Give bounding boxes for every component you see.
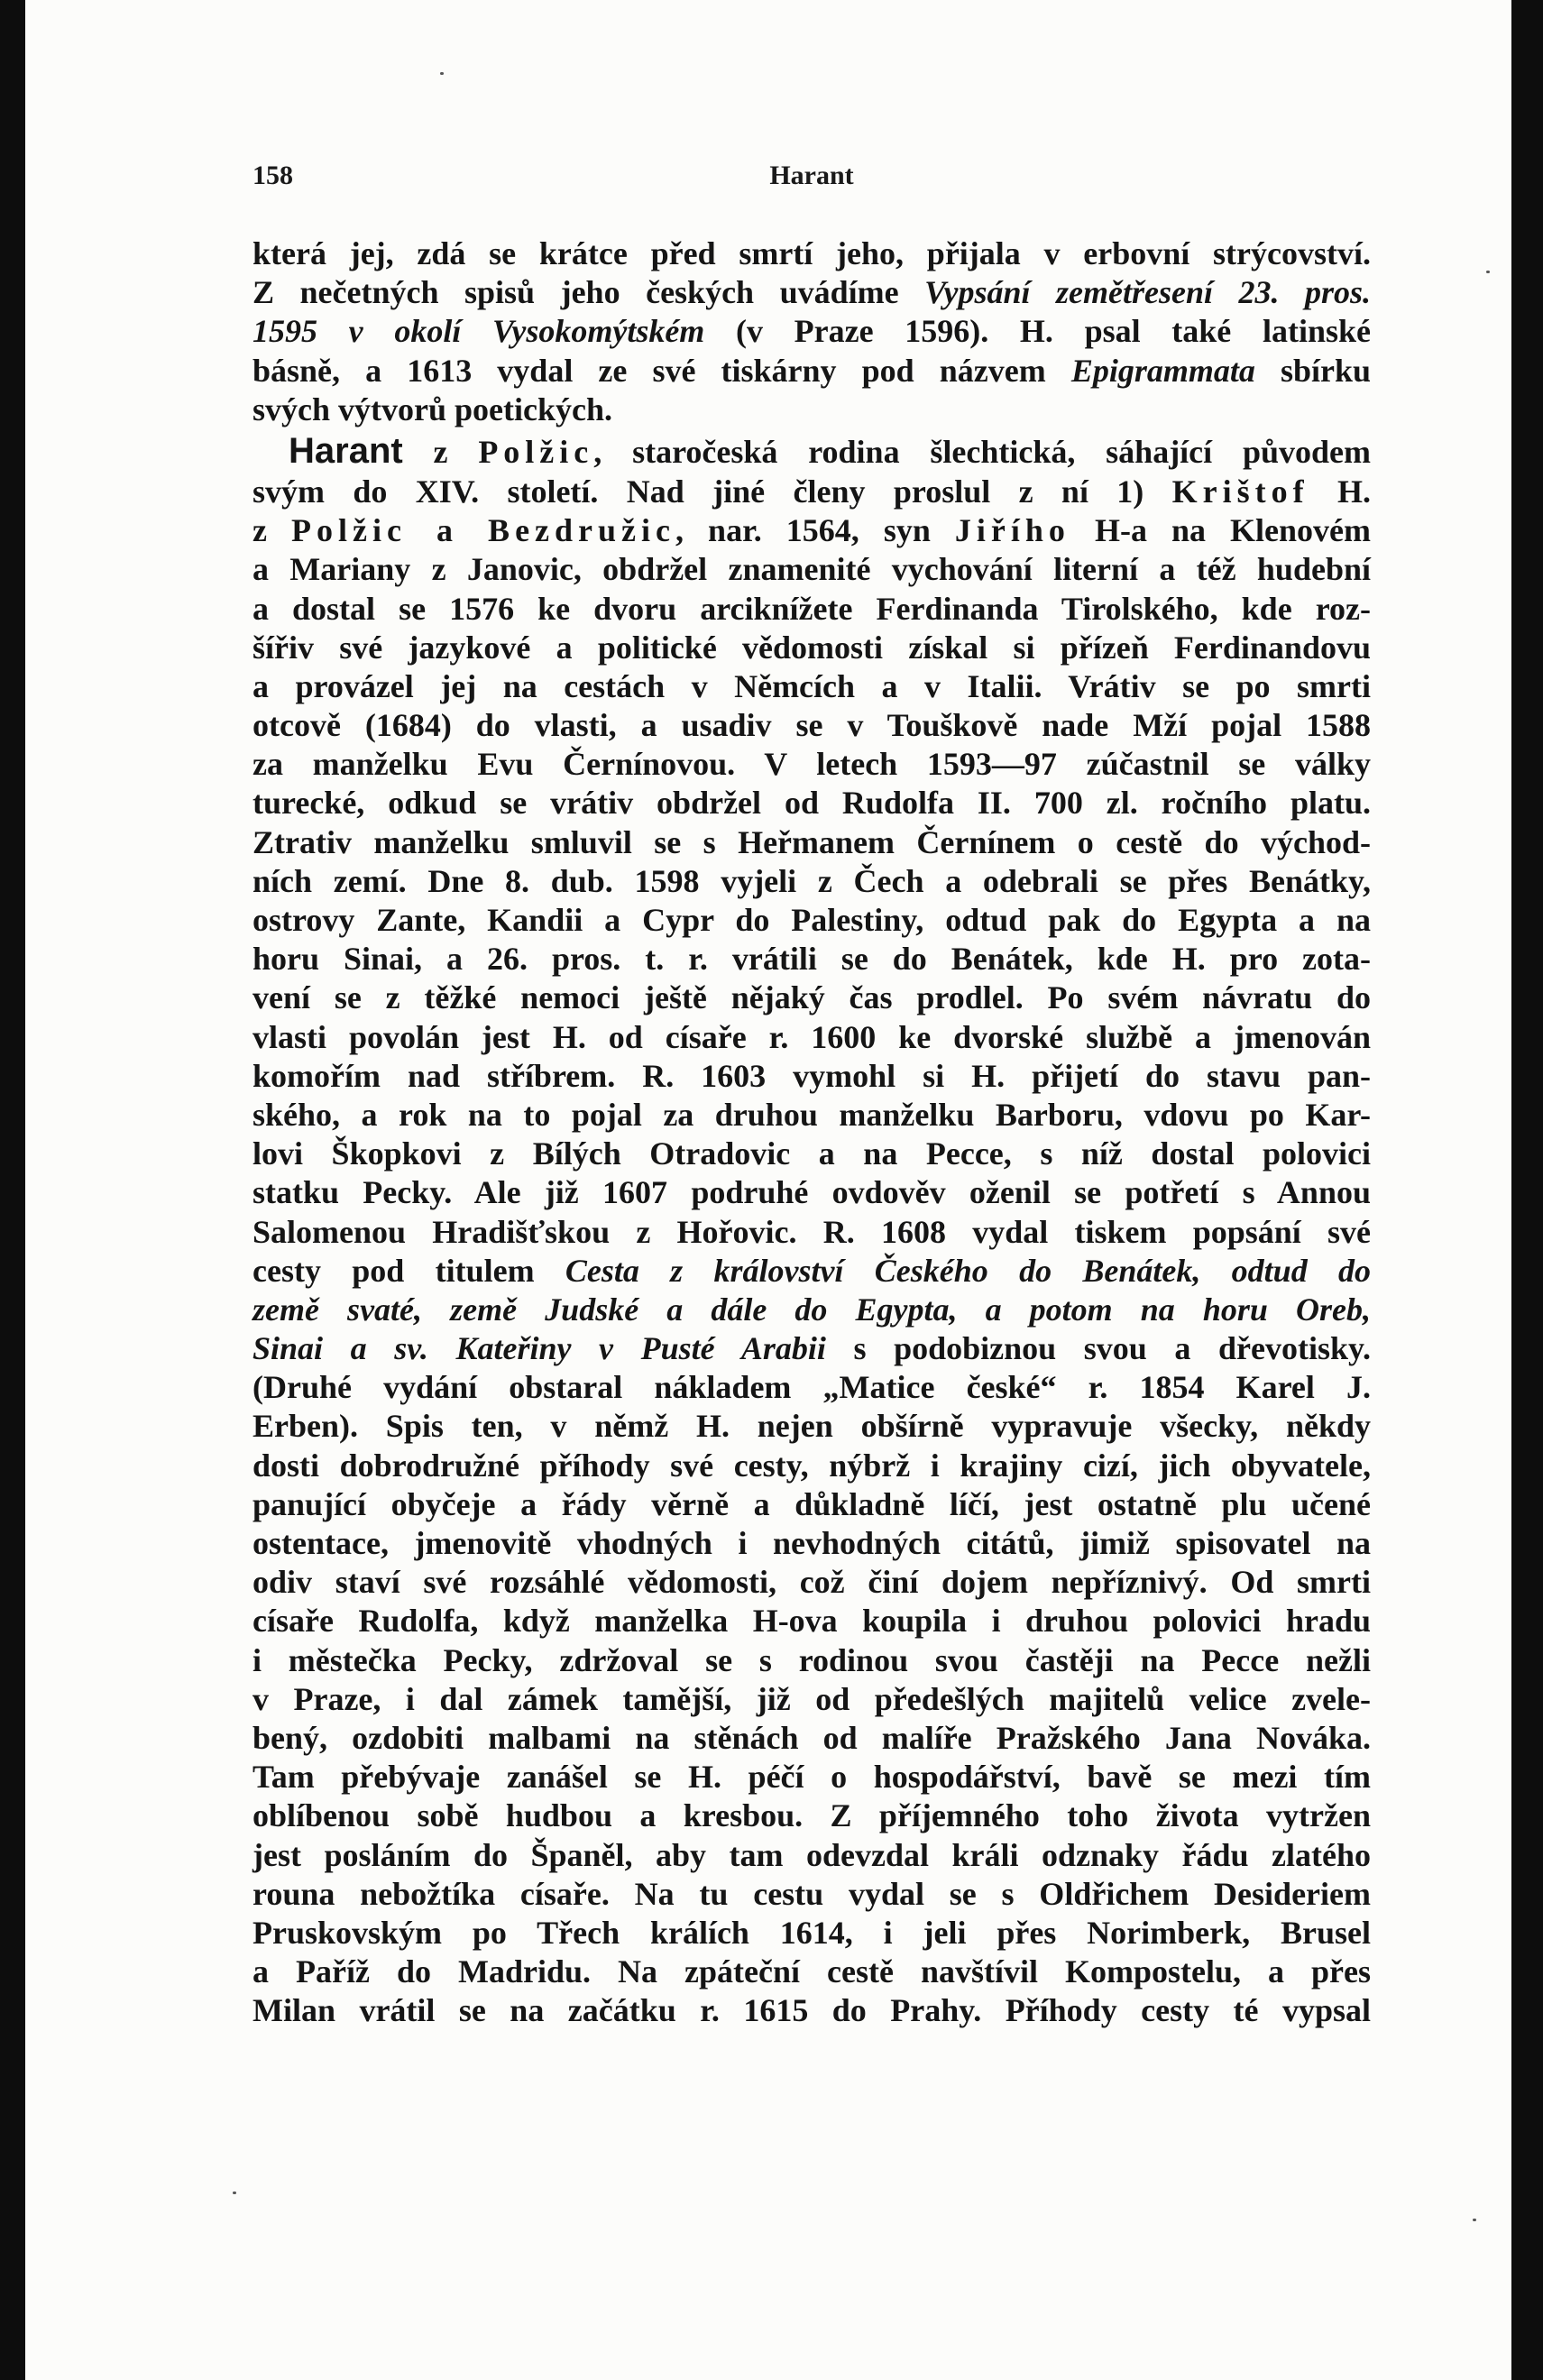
text-segment: i městečka Pecky, zdržoval se s rodinou svou častěji na Pecce nežli — [253, 1641, 1371, 1678]
text-segment: dosti dobrodružné příhody své cesty, nýbrž i krajiny cizí, jich obyvatele, — [253, 1447, 1371, 1484]
text-line — [253, 1329, 1371, 1368]
text-segment: a Paříž do Madridu. Na zpáteční cestě navštívil Kompostelu, a přes — [253, 1953, 1371, 1990]
text-segment: panující obyčeje a řády věrně a důkladně líčí, jest ostatně plu učené — [253, 1485, 1371, 1522]
text-segment: císaře Rudolfa, když manželka H-ova koupila i druhou polovici hradu — [253, 1603, 1371, 1640]
text-segment: svým do XIV. století. Nad jiné členy proslul z ní 1) — [253, 473, 1172, 510]
scan-border-left — [0, 0, 25, 2380]
text-segment: Ztrativ manželku smluvil se s Heřmanem Černínem o cestě do východ- — [253, 823, 1371, 860]
text-line — [253, 1213, 1371, 1252]
text-line — [253, 1018, 1371, 1057]
running-title: Harant — [769, 161, 854, 190]
print-speck — [1486, 271, 1490, 273]
text-line — [253, 1291, 1371, 1329]
text-segment: , staročeská rodina šlechtická, sáhající původem — [593, 433, 1372, 470]
text-segment: a Mariany z Janovic, obdržel znamenité vychování literní a též hudební — [253, 551, 1371, 588]
text-segment: bený, ozdobiti malbami na stěnách od malíře Pražského Jana Nováka. — [253, 1719, 1371, 1756]
text-line — [253, 1991, 1371, 2030]
text-line — [253, 940, 1371, 979]
text-segment: z — [402, 433, 479, 470]
text-segment: ostrovy Zante, Kandii a Cypr do Palestiny, odtud pak do Egypta a na — [253, 902, 1371, 938]
text-segment: komořím nad stříbrem. R. 1603 vymohl si H. přijetí do stavu pan- — [253, 1057, 1371, 1094]
page-header — [253, 161, 1371, 197]
text-line — [253, 745, 1371, 784]
text-line — [253, 1173, 1371, 1212]
text-line — [253, 667, 1371, 706]
text-line — [253, 1914, 1371, 1953]
text-line — [253, 1485, 1371, 1524]
text-line — [253, 784, 1371, 822]
text-line — [253, 429, 1371, 473]
text-segment: (Druhé vydání obstaral nákladem „Matice české“ r. 1854 Karel J. — [253, 1369, 1371, 1406]
text-segment: horu Sinai, a 26. pros. t. r. vrátili se do Benátek, kde H. pro zota- — [253, 941, 1371, 978]
text-line — [253, 1368, 1371, 1407]
text-segment: Erben). Spis ten, v němž H. nejen obšírně vypravuje všecky, někdy — [253, 1408, 1371, 1445]
text-segment: která jej, zdá se krátce před smrtí jeho, přijala v erbovní strýcovství. — [253, 235, 1371, 271]
text-line — [253, 511, 1371, 550]
text-segment: Milan vrátil se na začátku r. 1615 do Prahy. Příhody cesty té vypsal — [253, 1992, 1371, 2029]
text-segment: ostentace, jmenovitě vhodných i nevhodných citátů, jimiž spisovatel na — [253, 1525, 1371, 1561]
italic-title: Sinai a sv. Kateřiny v Pusté Arabii — [253, 1330, 826, 1367]
text-line — [253, 391, 1371, 429]
text-line — [253, 1447, 1371, 1485]
text-line — [253, 1680, 1371, 1719]
text-segment: svých výtvorů poetických. — [253, 391, 612, 427]
italic-title: 1595 v okolí Vysokomýtském — [253, 313, 705, 350]
text-line — [253, 473, 1371, 511]
text-segment: oblíbenou sobě hudbou a kresbou. Z příjemného toho života vytržen — [253, 1797, 1371, 1834]
text-line — [253, 823, 1371, 862]
text-line — [253, 1524, 1371, 1563]
text-segment: H-a na Klenovém — [1070, 512, 1372, 549]
text-segment: Pruskovským po Třech králích 1614, i jeli přes Norimberk, Brusel — [253, 1914, 1371, 1951]
text-segment: básně, a 1613 vydal ze své tiskárny pod názvem — [253, 352, 1071, 389]
text-line — [253, 234, 1371, 273]
text-line — [253, 901, 1371, 940]
page-number: 158 — [253, 161, 293, 190]
text-segment: Polžic — [478, 433, 594, 470]
text-line — [253, 1563, 1371, 1602]
text-segment: turecké, odkud se vrátiv obdržel od Rudolfa II. 700 zl. ročního platu. — [253, 785, 1371, 822]
text-line — [253, 1719, 1371, 1758]
text-segment: v Praze, i dal zámek tamější, již od předešlých majitelů velice zvele- — [253, 1680, 1371, 1717]
text-segment: Jiřího — [954, 512, 1070, 549]
text-line — [253, 1252, 1371, 1291]
text-line — [253, 1836, 1371, 1875]
text-segment: Krištof — [1171, 473, 1309, 510]
text-segment: za manželku Evu Černínovou. V letech 1593—97 zúčastnil se války — [253, 746, 1371, 783]
scan-border-right — [1511, 0, 1543, 2380]
text-segment: Salomenou Hradišťskou z Hořovic. R. 1608 vydal tiskem popsání své — [253, 1213, 1371, 1250]
text-line — [253, 1641, 1371, 1680]
text-segment: šířiv své jazykové a politické vědomosti získal si přízeň Ferdinandovu — [253, 629, 1371, 666]
italic-title: Cesta z království Českého do Benátek, odtud do — [565, 1252, 1371, 1289]
text-segment: s podobiznou svou a dřevotisky. — [825, 1330, 1371, 1367]
text-line — [253, 862, 1371, 901]
text-segment: , nar. 1564, syn — [675, 512, 955, 549]
text-segment: a provázel jej na cestách v Němcích a v Italii. Vrátiv se po smrti — [253, 667, 1371, 704]
text-line — [253, 590, 1371, 629]
text-segment: otcově (1684) do vlasti, a usadiv se v Touškově nade Mží pojal 1588 — [253, 707, 1371, 744]
text-line — [253, 629, 1371, 667]
text-segment: lovi Škopkovi z Bílých Otradovic a na Pecce, s níž dostal polovici — [253, 1135, 1371, 1172]
text-segment: rouna nebožtíka císaře. Na tu cestu vydal se s Oldřichem Desideriem — [253, 1875, 1371, 1912]
text-segment: (v Praze 1596). H. psal také latinské — [704, 313, 1371, 350]
print-speck — [440, 72, 444, 75]
text-segment: statku Pecky. Ale již 1607 podruhé ovdověv oženil se potřetí s Annou — [253, 1174, 1371, 1211]
text-line — [253, 1602, 1371, 1640]
text-line — [253, 979, 1371, 1017]
text-line — [253, 1135, 1371, 1173]
text-line — [253, 1758, 1371, 1796]
text-line — [253, 1407, 1371, 1446]
text-segment: a dostal se 1576 ke dvoru arciknížete Ferdinanda Tirolského, kde roz- — [253, 590, 1371, 627]
text-segment: odiv staví své rozsáhlé vědomosti, což činí dojem nepříznivý. Od smrti — [253, 1564, 1371, 1601]
text-segment: ních zemí. Dne 8. dub. 1598 vyjeli z Čech a odebrali se přes Benátky, — [253, 862, 1371, 899]
italic-title: Vypsání zemětřesení 23. pros. — [924, 274, 1372, 311]
text-line — [253, 706, 1371, 745]
print-speck — [1473, 2219, 1476, 2221]
entry-headword: Harant — [289, 430, 403, 471]
text-segment: vení se z těžké nemoci ještě nějaký čas prodlel. Po svém návratu do — [253, 979, 1371, 1016]
text-line — [253, 1875, 1371, 1914]
text-segment: sbírku — [1254, 352, 1372, 389]
text-segment: cesty pod titulem — [253, 1252, 565, 1289]
text-segment: jest posláním do Španěl, aby tam odevzdal králi odznaky řádu zlatého — [253, 1836, 1371, 1873]
text-line — [253, 352, 1371, 391]
text-segment: H. — [1309, 473, 1372, 510]
text-line — [253, 273, 1371, 312]
text-segment: z — [253, 512, 292, 549]
text-segment: Polžic a Bezdružic — [291, 512, 676, 549]
text-line — [253, 1953, 1371, 1991]
text-line — [253, 312, 1371, 351]
text-line — [253, 1096, 1371, 1135]
text-segment: Z nečetných spisů jeho českých uvádíme — [253, 274, 925, 311]
text-segment: ského, a rok na to pojal za druhou manželku Barboru, vdovu po Kar- — [253, 1096, 1371, 1133]
text-line — [253, 1057, 1371, 1096]
text-line — [253, 1796, 1371, 1835]
italic-title: země svaté, země Judské a dále do Egypta, a potom na horu Oreb, — [253, 1291, 1371, 1328]
text-line — [253, 550, 1371, 589]
print-speck — [233, 2192, 236, 2194]
text-segment: Tam přebývaje zanášel se H. péčí o hospodářství, bavě se mezi tím — [253, 1759, 1371, 1796]
text-segment: vlasti povolán jest H. od císaře r. 1600 ke dvorské službě a jmenován — [253, 1018, 1371, 1055]
body-text — [253, 234, 1371, 2030]
italic-title: Epigrammata — [1070, 352, 1255, 389]
